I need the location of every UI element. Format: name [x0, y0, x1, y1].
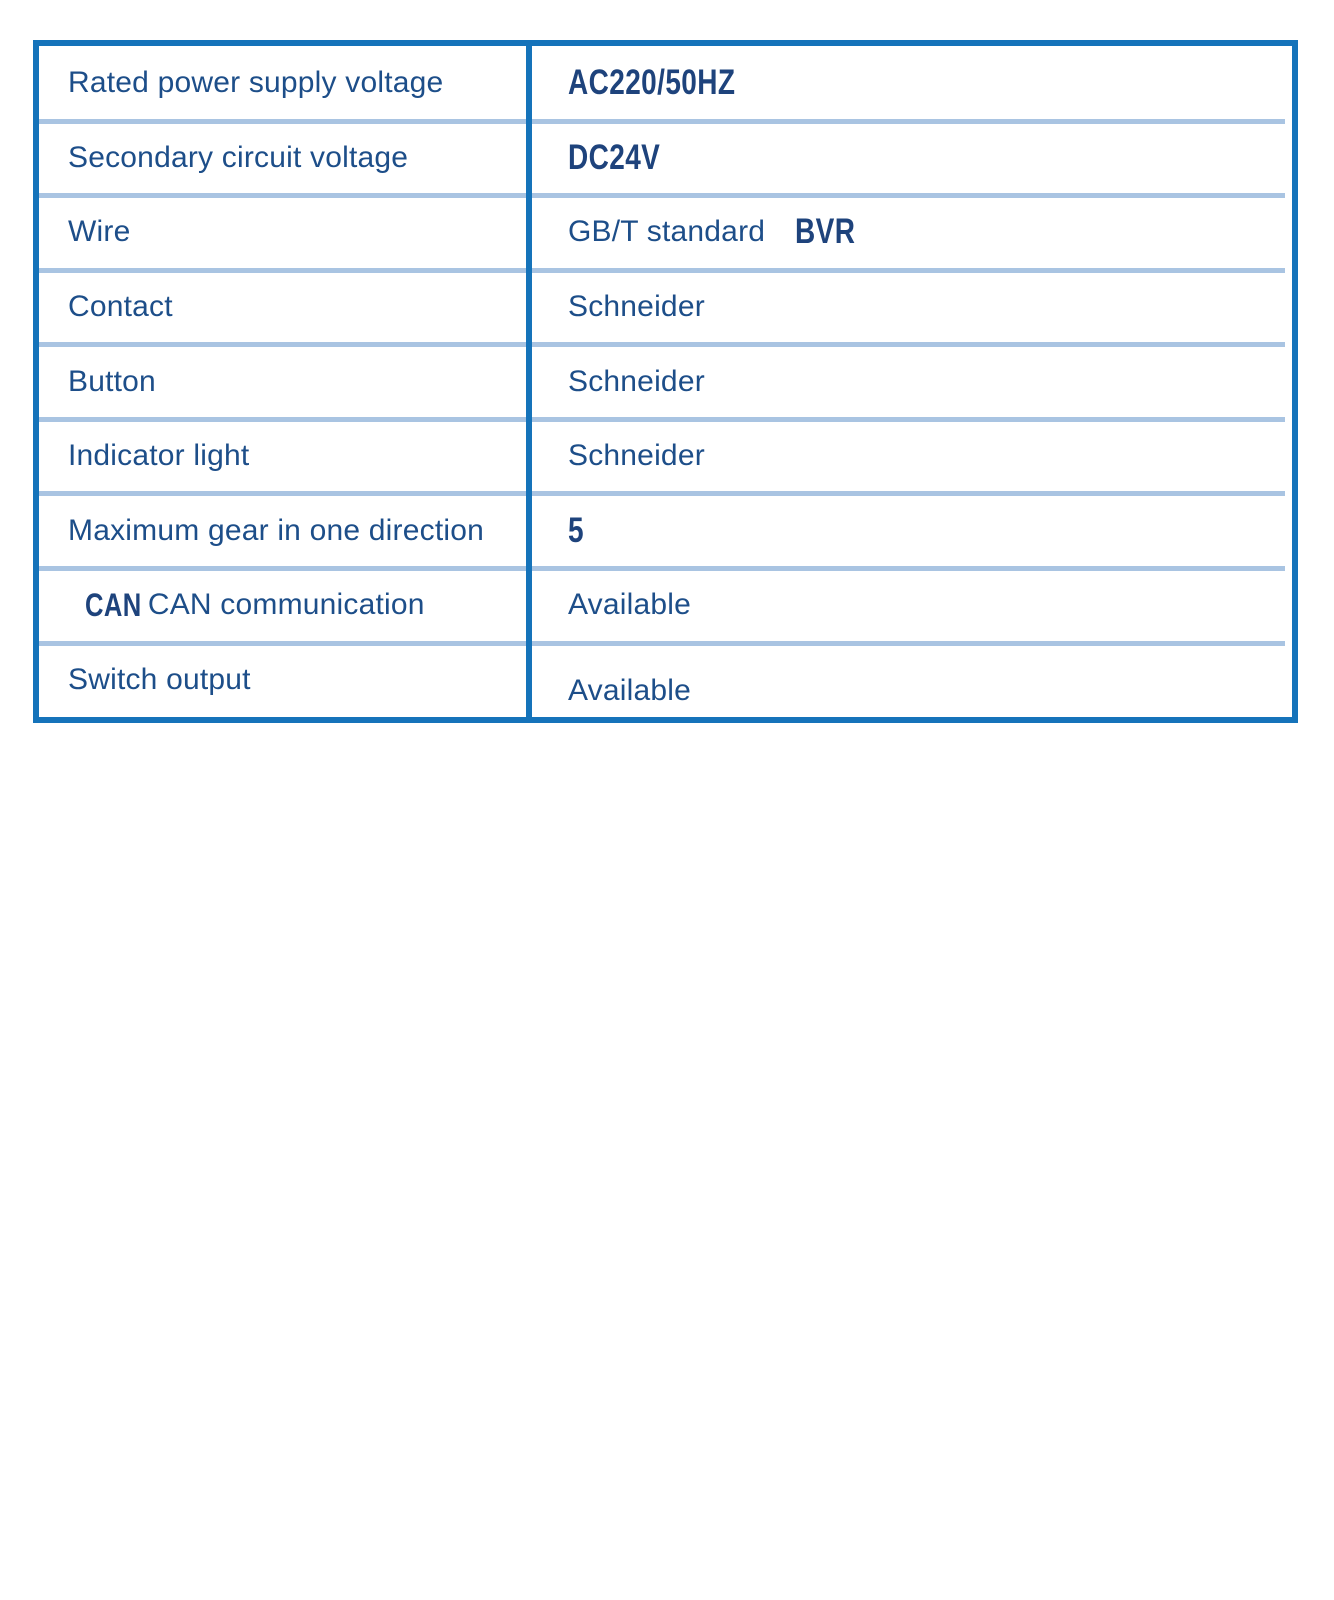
spec-label-cell — [39, 270, 526, 345]
spec-value-suffix: BVR — [795, 212, 856, 252]
spec-label-cell — [39, 344, 526, 419]
spec-value: Available — [568, 673, 692, 707]
spec-value-cell — [526, 493, 1292, 568]
spec-label-cell — [39, 643, 526, 718]
spec-label: Wire — [68, 215, 131, 249]
spec-label: Switch output — [68, 662, 251, 696]
spec-label-cell — [39, 568, 526, 643]
table-row-contact — [39, 270, 1292, 345]
spec-label: Contact — [68, 289, 173, 323]
spec-value: AC220/50HZ — [568, 63, 736, 103]
table-row-can-communication — [39, 568, 1292, 643]
spec-value: Schneider — [568, 439, 705, 473]
spec-value: 5 — [568, 510, 584, 550]
table-row-rated-voltage — [39, 46, 1292, 121]
table-row-max-gear — [39, 493, 1292, 568]
spec-label-cell — [39, 121, 526, 196]
spec-value-cell — [526, 568, 1292, 643]
spec-label-cell — [39, 493, 526, 568]
spec-value-cell — [526, 344, 1292, 419]
spec-value-cell — [526, 419, 1292, 494]
spec-label-cell — [39, 419, 526, 494]
spec-table — [33, 40, 1298, 723]
spec-label: Maximum gear in one direction — [68, 513, 484, 547]
spec-value-cell — [526, 195, 1292, 270]
table-row-secondary-voltage — [39, 121, 1292, 196]
spec-value-cell — [526, 121, 1292, 196]
spec-value: GB/T standard — [568, 215, 766, 249]
spec-label-cell — [39, 46, 526, 121]
spec-value: Available — [568, 588, 692, 622]
spec-label: Rated power supply voltage — [68, 66, 444, 100]
table-row-button — [39, 344, 1292, 419]
spec-label: Indicator light — [68, 439, 250, 473]
spec-value: Schneider — [568, 289, 705, 323]
spec-value: DC24V — [568, 137, 661, 177]
spec-value-cell — [526, 643, 1292, 718]
column-divider — [526, 46, 532, 717]
table-row-switch-output — [39, 643, 1292, 718]
table-row-wire — [39, 195, 1292, 270]
spec-label: CAN communication — [147, 588, 425, 622]
spec-value: Schneider — [568, 364, 705, 398]
can-logo-text: CAN — [85, 586, 142, 623]
table-row-indicator-light — [39, 419, 1292, 494]
spec-label-cell — [39, 195, 526, 270]
spec-label: Secondary circuit voltage — [68, 140, 409, 174]
spec-value-cell — [526, 46, 1292, 121]
spec-value-cell — [526, 270, 1292, 345]
spec-label: Button — [68, 364, 156, 398]
